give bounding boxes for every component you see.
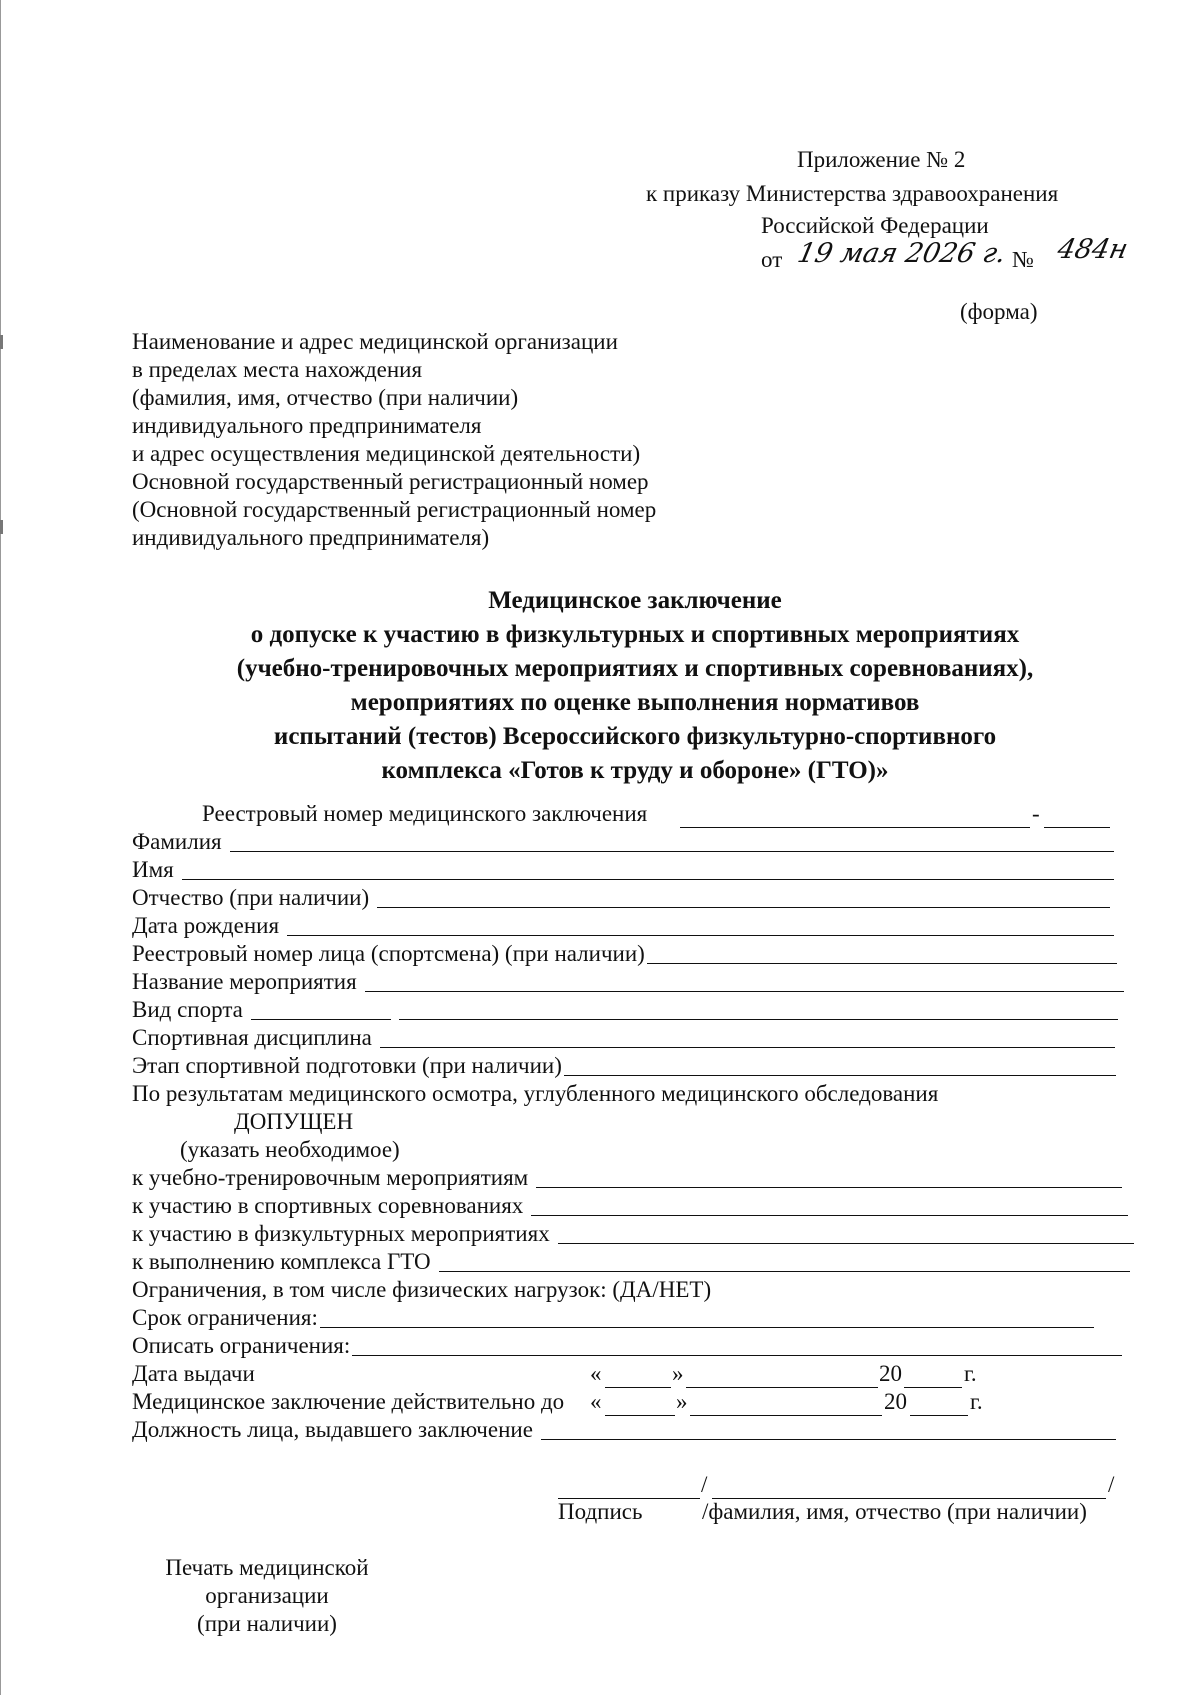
athlete-registry-row (132, 940, 1117, 968)
issue-year-prefix: 20 (879, 1361, 902, 1386)
stamp-line: Печать медицинской (165, 1555, 369, 1580)
order-line: к приказу Министерства здравоохранения (646, 181, 1059, 206)
sport-events-row (132, 1220, 1134, 1248)
discipline-label: Спортивная дисциплина (132, 1025, 372, 1050)
org-line: в пределах места нахождения (132, 357, 423, 382)
patronymic-row (132, 884, 1110, 912)
athlete-registry-field[interactable] (647, 943, 1117, 964)
scan-edge (0, 0, 1, 1695)
from-label: от (761, 247, 783, 272)
issue-date-label: Дата выдачи (132, 1361, 255, 1386)
issue-year-suffix: г. (964, 1361, 977, 1386)
training-stage-row (132, 1052, 1116, 1080)
title-line: Медицинское заключение (488, 587, 782, 614)
form-label: (форма) (960, 299, 1038, 324)
surname-label: Фамилия (132, 829, 222, 854)
valid-until-label: Медицинское заключение действительно до (132, 1389, 565, 1414)
scan-mark (0, 520, 3, 534)
registry-dash: - (1032, 801, 1040, 826)
birth-date-row (132, 912, 1114, 940)
competitions-row (132, 1192, 1128, 1220)
training-stage-label: Этап спортивной подготовки (при наличии) (132, 1053, 562, 1078)
surname-row (132, 828, 1114, 856)
restriction-term-row (132, 1304, 1094, 1332)
signature-caption: Подпись (558, 1499, 643, 1524)
competitions-label: к участию в спортивных соревнованиях (132, 1193, 524, 1218)
issue-month-field[interactable] (686, 1386, 878, 1388)
issuer-position-label: Должность лица, выдавшего заключение (132, 1417, 533, 1442)
discipline-row (132, 1024, 1115, 1052)
registry-number-label: Реестровый номер медицинского заключения (202, 801, 648, 826)
sport-row (132, 996, 1118, 1024)
name-row (132, 856, 1114, 884)
patronymic-label: Отчество (при наличии) (132, 885, 370, 910)
issue-date-open-quote: « (590, 1361, 602, 1386)
describe-restrictions-row (132, 1332, 1122, 1360)
specify-label: (указать необходимое) (180, 1137, 400, 1162)
admitted-label: ДОПУЩЕН (234, 1109, 354, 1134)
document-title (180, 584, 1090, 788)
title-line: (учебно-тренировочных мероприятиях и спортивных соревнованиях), (236, 655, 1034, 682)
restrictions-label: Ограничения, в том числе физических нагрузок: (ДА/НЕТ) (132, 1277, 712, 1302)
title-line: испытаний (тестов) Всероссийского физкультурно-спортивного (273, 723, 997, 750)
fio-caption: /фамилия, имя, отчество (при наличии) (702, 1499, 1087, 1524)
athlete-registry-label: Реестровый номер лица (спортсмена) (при наличии) (132, 941, 645, 966)
gto-label: к выполнению комплекса ГТО (132, 1249, 431, 1274)
stamp-line: организации (205, 1583, 329, 1608)
training-stage-field[interactable] (564, 1055, 1116, 1076)
handwritten-date: 19 мая 2026 г. (794, 238, 1009, 269)
name-field[interactable] (182, 859, 1114, 880)
describe-restrictions-field[interactable] (352, 1335, 1122, 1356)
org-line: индивидуального предпринимателя) (132, 525, 490, 550)
stamp-line: (при наличии) (197, 1611, 337, 1636)
fio-slash: / (1108, 1472, 1115, 1497)
org-line: (фамилия, имя, отчество (при наличии) (132, 385, 519, 410)
valid-close-quote: » (676, 1389, 688, 1414)
title-line: мероприятиях по оценке выполнения нормативов (350, 689, 920, 716)
issuer-position-row (132, 1416, 1116, 1444)
training-events-field[interactable] (536, 1167, 1122, 1188)
birth-date-field[interactable] (287, 915, 1114, 936)
org-line: индивидуального предпринимателя (132, 413, 482, 438)
valid-year-prefix: 20 (884, 1389, 907, 1414)
number-label: № (1012, 247, 1034, 272)
title-line: о допуске к участию в физкультурных и спортивных мероприятиях (250, 621, 1020, 648)
valid-open-quote: « (590, 1389, 602, 1414)
org-line: и адрес осуществления медицинской деятельности) (132, 441, 641, 466)
signature-slash: / (701, 1472, 708, 1497)
patronymic-field[interactable] (377, 887, 1110, 908)
results-line: По результатам медицинского осмотра, углубленного медицинского обследования (132, 1081, 939, 1106)
sport-events-field[interactable] (558, 1223, 1134, 1244)
sport-name-field[interactable] (399, 999, 1118, 1020)
valid-year-suffix: г. (970, 1389, 983, 1414)
surname-field[interactable] (230, 831, 1114, 852)
training-events-label: к учебно-тренировочным мероприятиям (132, 1165, 529, 1190)
issuer-position-field[interactable] (541, 1419, 1116, 1440)
handwritten-number: 484н (1054, 234, 1131, 265)
name-label: Имя (132, 857, 174, 882)
event-name-label: Название мероприятия (132, 969, 357, 994)
federation-line: Российской Федерации (761, 213, 989, 238)
org-line: Наименование и адрес медицинской организации (132, 329, 618, 354)
training-events-row (132, 1164, 1122, 1192)
birth-date-label: Дата рождения (132, 913, 280, 938)
gto-field[interactable] (439, 1251, 1130, 1272)
issue-day-field[interactable] (605, 1386, 671, 1388)
title-line: комплекса «Готов к труду и обороне» (ГТО)» (381, 757, 889, 784)
sport-events-label: к участию в физкультурных мероприятиях (132, 1221, 550, 1246)
sport-code-field[interactable] (251, 999, 391, 1020)
event-name-row (132, 968, 1124, 996)
scan-mark (0, 335, 3, 349)
restriction-term-label: Срок ограничения: (132, 1305, 318, 1330)
org-line: (Основной государственный регистрационный номер (132, 497, 657, 522)
competitions-field[interactable] (531, 1195, 1128, 1216)
restriction-term-field[interactable] (320, 1307, 1094, 1328)
org-line: Основной государственный регистрационный номер (132, 469, 649, 494)
gto-row (132, 1248, 1130, 1276)
discipline-field[interactable] (380, 1027, 1115, 1048)
describe-restrictions-label: Описать ограничения: (132, 1333, 351, 1358)
event-name-field[interactable] (365, 971, 1124, 992)
appendix-number: Приложение № 2 (797, 147, 966, 172)
issue-year-field[interactable] (904, 1386, 962, 1388)
issue-date-close-quote: » (672, 1361, 684, 1386)
sport-label: Вид спорта (132, 997, 243, 1022)
